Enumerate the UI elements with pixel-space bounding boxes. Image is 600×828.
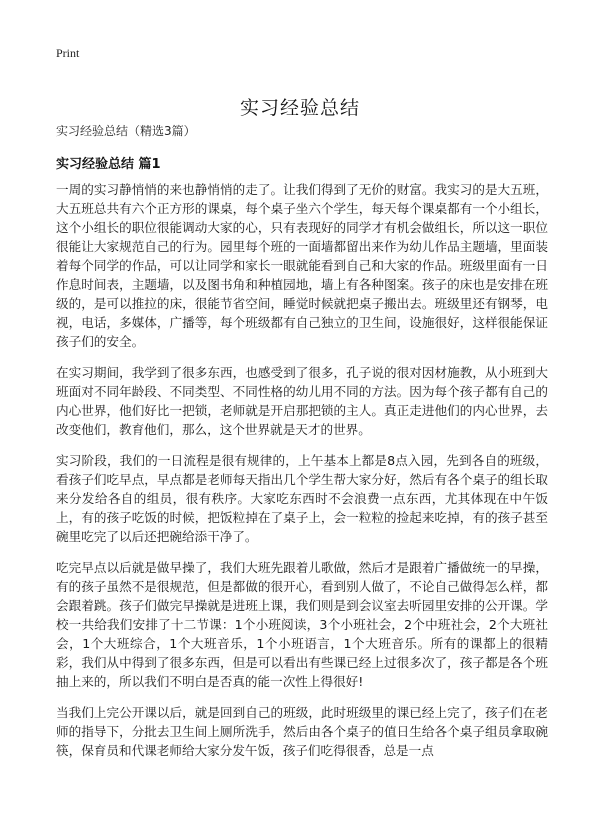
paragraph-3: 实习阶段，我们的一日流程是很有规律的，上午基本上都是8点入园，先到各自的班级，看孩子们吃早点，早点都是老师每天指出几个学生帮大家分好，然后有各个桌子的组长取来分发给各自的组员，很有秩序。大家吃东西时不会浪费一点东西，尤其体现在中午饭上，有的孩子吃饭的时候，把饭粒掉在了桌子上，会一粒粒的捡起来吃掉，有的孩子甚至碗里吃完了以后还把碗给添干净了。: [56, 453, 548, 544]
paragraph-2: 在实习期间，我学到了很多东西，也感受到了很多，孔子说的很对因材施教，从小班到大班面对不同年龄段、不同类型、不同性格的幼儿用不同的方法。因为每个孩子都有自己的内心世界，他们好比一把锁，老师就是开启那把锁的主人。真正走进他们的内心世界，去改变他们，教育他们，那么，这个世界就是天才的世界。: [56, 365, 548, 437]
article-body: [56, 180, 548, 772]
paragraph-5: 当我们上完公开课以后，就是回到自己的班级，此时班级里的课已经上完了，孩子们在老师的指导下，分批去卫生间上厕所洗手，然后由各个桌子的值日生给各个桌子组员拿取碗筷，保育员和代课老师给大家分发午饭，孩子们吃得很香，总是一点: [56, 705, 548, 758]
section-heading: 实习经验总结 篇1: [56, 157, 161, 172]
paragraph-1: 一周的实习静悄悄的来也静悄悄的走了。让我们得到了无价的财富。我实习的是大五班，大五班总共有六个正方形的课桌，每个桌子坐六个学生，每天每个课桌都有一个小组长，这个小组长的职位很能调动大家的心，只有表现好的同学才有机会做组长，所以这一职位很能让大家规范自己的行为。园里每个班的一面墙都留出来作为幼儿作品主题墙，里面装着每个同学的作品，可以让同学和家长一眼就能看到自己和大家的作品。班级里面有一日作息时间表，主题墙，以及图书角和种植园地，墙上有各种图案。孩子的床也是安排在班级的，是可以推拉的床，很能节省空间，睡觉时候就把桌子搬出去。班级里还有钢琴，电视，电话，多媒体，广播等，每个班级都有自己独立的卫生间，设施很好，这样很能保证孩子们的安全。: [56, 182, 548, 349]
document-subtitle: 实习经验总结（精选3篇）: [56, 124, 196, 138]
paragraph-4: 吃完早点以后就是做早操了，我们大班先跟着儿歌做，然后才是跟着广播做统一的早操，有的孩子虽然不是很规范，但是都做的很开心，看到别人做了，不论自己做得怎么样，都会跟着跳。孩子们做完早操就是进班上课，我们则是到会议室去听园里安排的公开课。学校一共给我们安排了十二节课：1个小班阅读，3个小班社会，2个中班社会，2个大班社会，1个大班综合，1个大班音乐，1个小班语言，1个大班音乐。所有的课都上的很精彩，我们从中得到了很多东西，但是可以看出有些课已经上过很多次了，孩子都是各个班抽上来的，所以我们不明白是否真的能一次性上得很好!: [56, 560, 548, 689]
page-title: 实习经验总结: [239, 96, 360, 119]
print-link[interactable]: Print: [56, 46, 80, 60]
